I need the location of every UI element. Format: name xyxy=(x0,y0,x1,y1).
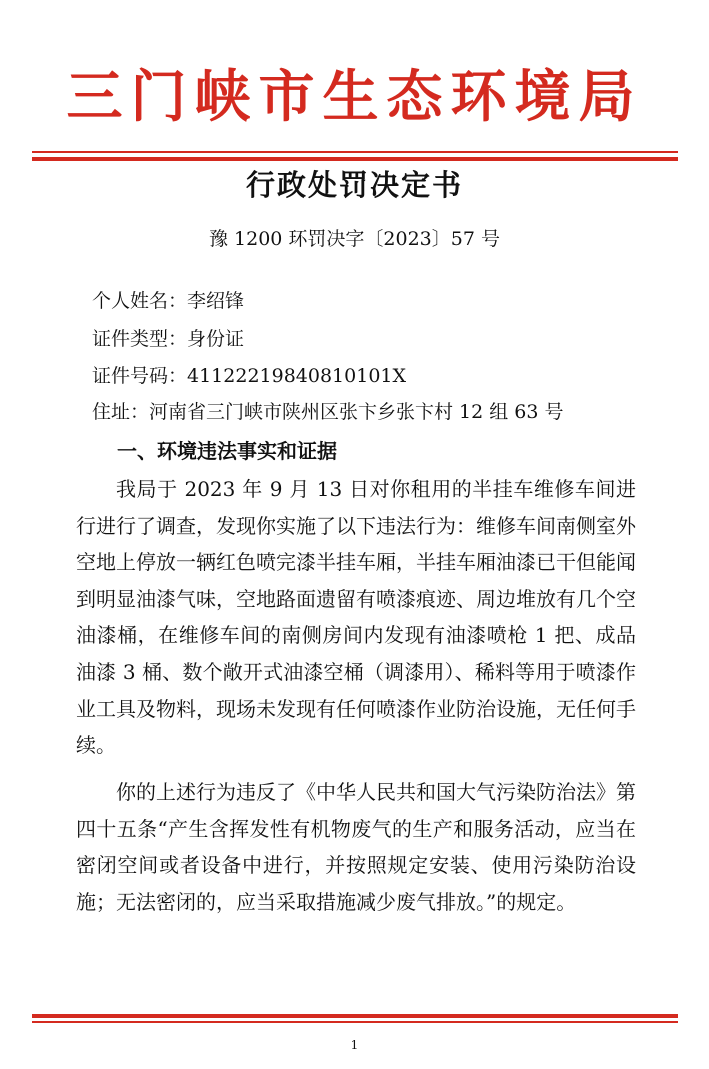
document-title: 行政处罚决定书 xyxy=(245,168,463,202)
page-number: 1 xyxy=(350,1038,359,1052)
facts-section-heading: 一、环境违法事实和证据 xyxy=(117,439,337,463)
person-name: 个人姓名：李绍锋 xyxy=(92,290,245,312)
document-number: 豫 1200 环罚决字〔2023〕57 号 xyxy=(208,228,500,250)
person-id-number: 证件号码：41122219840810101X xyxy=(92,365,407,387)
header-divider-thin xyxy=(32,151,678,153)
person-address: 住址：河南省三门峡市陕州区张卞乡张卞村 12 组 63 号 xyxy=(92,401,564,423)
footer-divider-thick xyxy=(32,1014,678,1018)
agency-header-title: 三门峡市生态环境局 xyxy=(66,64,643,130)
person-id-type: 证件类型：身份证 xyxy=(92,328,245,350)
footer-divider-thin xyxy=(32,1021,678,1023)
header-divider-thick xyxy=(32,157,678,161)
facts-paragraph: 我局于 2023 年 9 月 13 日对你租用的半挂车维修车间进行进行了调查，发现你实施了以下违法行为：维修车间南侧室外空地上停放一辆红色喷完漆半挂车厢，半挂车厢油漆已干但能闻到明显油漆气味，空地路面遗留有喷漆痕迹、周边堆放有几个空油漆桶，在维修车间的南侧房间内发现有油漆喷枪 1 把、成品油漆 3 桶、数个敞开式油漆空桶（调漆用）、稀料等用于喷漆作业工具及物料，现场未发现有任何喷漆作业防治设施，无任何手续。 xyxy=(76,477,636,758)
violation-paragraph: 你的上述行为违反了《中华人民共和国大气污染防治法》第四十五条“产生含挥发性有机物废气的生产和服务活动，应当在密闭空间或者设备中进行，并按照规定安装、使用污染防治设施；无法密闭的，应当采取措施减少废气排放。”的规定。 xyxy=(76,780,636,914)
